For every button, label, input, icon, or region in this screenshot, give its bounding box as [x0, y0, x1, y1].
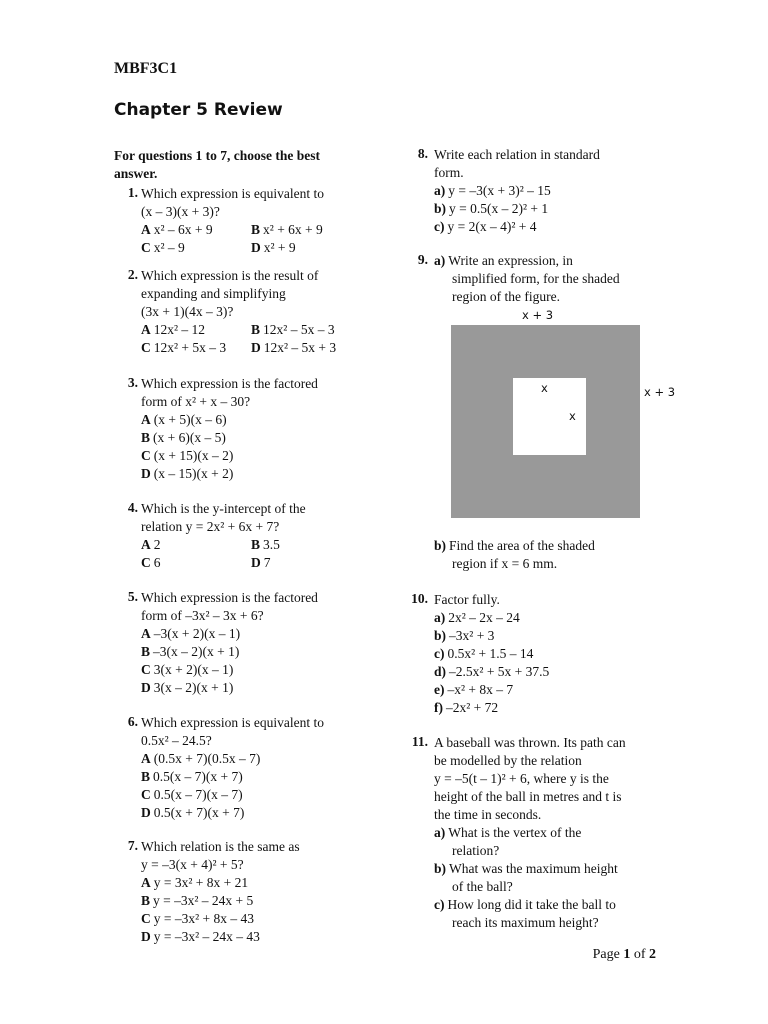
inner-label-right: x: [569, 409, 576, 423]
question-number: 8.: [417, 146, 428, 161]
intro-line: For questions 1 to 7, choose the best: [114, 148, 321, 163]
question-text: Which expression is the factored: [141, 376, 318, 391]
question-number: 7.: [127, 838, 138, 853]
part-label: c): [434, 897, 445, 912]
question-text: height of the ball in metres and t is: [434, 789, 622, 804]
question-text: y = –3(x + 4)² + 5?: [141, 857, 244, 872]
question-text: form of –3x² – 3x + 6?: [141, 608, 264, 623]
question-text: simplified form, for the shaded: [452, 271, 620, 286]
of-label: of: [633, 947, 646, 962]
option-row: A 12x² – 12 B 12x² – 5x – 3: [141, 322, 335, 337]
option-row: B (x + 6)(x – 5): [141, 430, 226, 445]
question-number: 3.: [127, 375, 138, 390]
question-number: 5.: [127, 589, 138, 604]
question-text: 0.5x² – 24.5?: [141, 733, 212, 748]
option-row: A (0.5x + 7)(0.5x – 7): [141, 751, 261, 766]
option-row: B y = –3x² – 24x + 5: [141, 893, 254, 908]
question-number: 6.: [127, 714, 138, 729]
option-row: D (x – 15)(x + 2): [141, 466, 234, 481]
question-text: Factor fully.: [434, 592, 500, 607]
question-text: Which expression is the result of: [141, 268, 319, 283]
option-row: C y = –3x² + 8x – 43: [141, 911, 255, 926]
part-label: a): [434, 825, 446, 840]
question-9b: [434, 537, 684, 573]
part-row: f) –2x² + 72: [434, 700, 499, 715]
page-title: Chapter 5 Review: [114, 100, 283, 120]
part-row: c) 0.5x² + 1.5 – 14: [434, 646, 534, 661]
question-text: Find the area of the shaded: [449, 538, 595, 553]
intro-line: answer.: [114, 166, 158, 181]
question-text: be modelled by the relation: [434, 753, 582, 768]
inner-label-top: x: [541, 381, 548, 395]
question-text: expanding and simplifying: [141, 286, 286, 301]
figure-label-right: x + 3: [644, 385, 676, 399]
option-row: D y = –3x² – 24x – 43: [141, 929, 260, 944]
question-text: y = –5(t – 1)² + 6, where y is the: [434, 771, 609, 786]
question-text: region if x = 6 mm.: [452, 556, 558, 571]
part-row: d) –2.5x² + 5x + 37.5: [434, 664, 550, 679]
question-number: 2.: [127, 267, 138, 282]
part-label: a): [434, 253, 446, 268]
question-text: Write each relation in standard: [434, 147, 600, 162]
option-row: D 3(x – 2)(x + 1): [141, 680, 234, 695]
question-text: the time in seconds.: [434, 807, 542, 822]
option-row: C 12x² + 5x – 3 D 12x² – 5x + 3: [141, 340, 337, 355]
part-row: a) 2x² – 2x – 24: [434, 610, 520, 625]
question-number: 11.: [411, 734, 428, 749]
option-row: B –3(x – 2)(x + 1): [141, 644, 240, 659]
page-number: 1: [623, 947, 631, 962]
part-text: of the ball?: [452, 879, 513, 894]
option-row: D 0.5(x + 7)(x + 7): [141, 805, 245, 820]
page-footer: [593, 947, 656, 963]
option-row: C 6 D 7: [141, 555, 271, 570]
part-row: c) y = 2(x – 4)² + 4: [434, 219, 537, 234]
page-label: Page: [592, 947, 620, 962]
part-label: b): [434, 538, 447, 553]
question-text: (3x + 1)(4x – 3)?: [141, 304, 234, 319]
question-text: Which relation is the same as: [141, 839, 300, 854]
option-row: C (x + 15)(x – 2): [141, 448, 234, 463]
option-row: B 0.5(x – 7)(x + 7): [141, 769, 243, 784]
question-number: 1.: [127, 185, 138, 200]
option-row: C x² – 9 D x² + 9: [141, 240, 296, 255]
left-column: [114, 147, 374, 183]
option-row: A y = 3x² + 8x + 21: [141, 875, 249, 890]
option-row: C 3(x + 2)(x – 1): [141, 662, 234, 677]
question-text: relation y = 2x² + 6x + 7?: [141, 519, 280, 534]
question-text: Write an expression, in: [448, 253, 573, 268]
question-text: (x – 3)(x + 3)?: [141, 204, 220, 219]
figure-label-top: x + 3: [522, 308, 554, 322]
question-number: 4.: [127, 500, 138, 515]
question-text: Which is the y-intercept of the: [141, 501, 306, 516]
part-row: b) –3x² + 3: [434, 628, 495, 643]
option-row: A x² – 6x + 9 B x² + 6x + 9: [141, 222, 323, 237]
question-number: 9.: [417, 252, 428, 267]
page-total: 2: [649, 947, 656, 962]
part-text: reach its maximum height?: [452, 915, 599, 930]
question-text: region of the figure.: [452, 289, 560, 304]
question-text: form.: [434, 165, 464, 180]
question-number: 10.: [411, 591, 428, 606]
option-row: A 2 B 3.5: [141, 537, 280, 552]
question-text: Which expression is the factored: [141, 590, 318, 605]
option-row: A (x + 5)(x – 6): [141, 412, 227, 427]
part-text: relation?: [452, 843, 500, 858]
question-text: A baseball was thrown. Its path can: [434, 735, 626, 750]
question-text: form of x² + x – 30?: [141, 394, 251, 409]
part-row: e) –x² + 8x – 7: [434, 682, 514, 697]
question-text: Which expression is equivalent to: [141, 186, 324, 201]
part-row: a) y = –3(x + 3)² – 15: [434, 183, 551, 198]
option-row: C 0.5(x – 7)(x – 7): [141, 787, 243, 802]
option-row: A –3(x + 2)(x – 1): [141, 626, 241, 641]
question-text: Which expression is equivalent to: [141, 715, 324, 730]
part-row: b) y = 0.5(x – 2)² + 1: [434, 201, 549, 216]
part-label: b): [434, 861, 447, 876]
course-code: MBF3C1: [114, 60, 178, 77]
